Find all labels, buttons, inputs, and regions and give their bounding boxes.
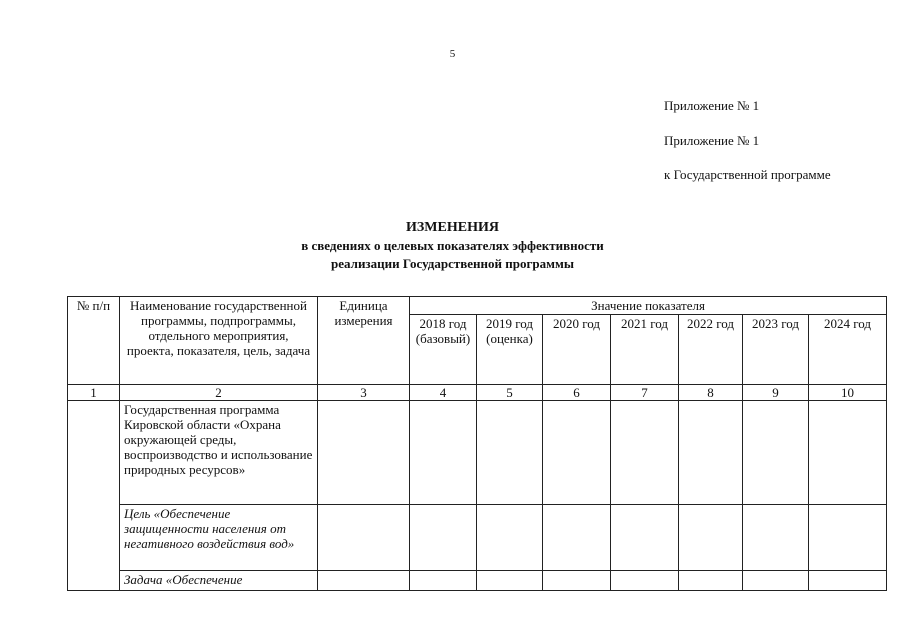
header-unit: Единица измерения <box>318 297 410 385</box>
column-number: 8 <box>679 385 743 401</box>
column-number: 2 <box>120 385 318 401</box>
row-num-cell <box>68 401 120 591</box>
appendix-line-1: Приложение № 1 <box>664 98 760 113</box>
column-number: 10 <box>809 385 887 401</box>
header-values: Значение показателя <box>410 297 887 315</box>
table-header-row <box>68 297 887 315</box>
column-number: 5 <box>477 385 543 401</box>
header-year-2022: 2022 год <box>679 315 743 385</box>
row-name-program: Государственная программа Кировской области «Охрана окружающей среды, воспроизводство и использование природных ресурсов» <box>120 401 318 505</box>
header-year-2020: 2020 год <box>543 315 611 385</box>
indicators-table <box>67 296 887 591</box>
row-name-goal: Цель «Обеспечение защищенности населения от негативного воздействия вод» <box>120 505 318 571</box>
table-row <box>68 401 887 505</box>
document-title: ИЗМЕНЕНИЯ <box>406 220 499 235</box>
table-row <box>68 571 887 591</box>
column-number: 1 <box>68 385 120 401</box>
column-number: 6 <box>543 385 611 401</box>
document-subtitle-2: реализации Государственной программы <box>331 256 574 271</box>
header-year-2023: 2023 год <box>743 315 809 385</box>
table-row <box>68 505 887 571</box>
column-number-row <box>68 385 887 401</box>
column-number: 4 <box>410 385 477 401</box>
column-number: 7 <box>611 385 679 401</box>
appendix-line-3: к Государственной программе <box>664 167 831 182</box>
header-year-2021: 2021 год <box>611 315 679 385</box>
column-number: 3 <box>318 385 410 401</box>
document-subtitle-1: в сведениях о целевых показателях эффективности <box>301 238 604 253</box>
header-year-2024: 2024 год <box>809 315 887 385</box>
row-name-task: Задача «Обеспечение <box>120 571 318 591</box>
header-name: Наименование государственной программы, подпрограммы, отдельного мероприятия, проекта, показателя, цель, задача <box>120 297 318 385</box>
appendix-line-2: Приложение № 1 <box>664 133 760 148</box>
page-number: 5 <box>449 48 456 60</box>
header-year-2019: 2019 год (оценка) <box>477 315 543 385</box>
header-year-2018: 2018 год (базовый) <box>410 315 477 385</box>
column-number: 9 <box>743 385 809 401</box>
header-num: № п/п <box>68 297 120 385</box>
